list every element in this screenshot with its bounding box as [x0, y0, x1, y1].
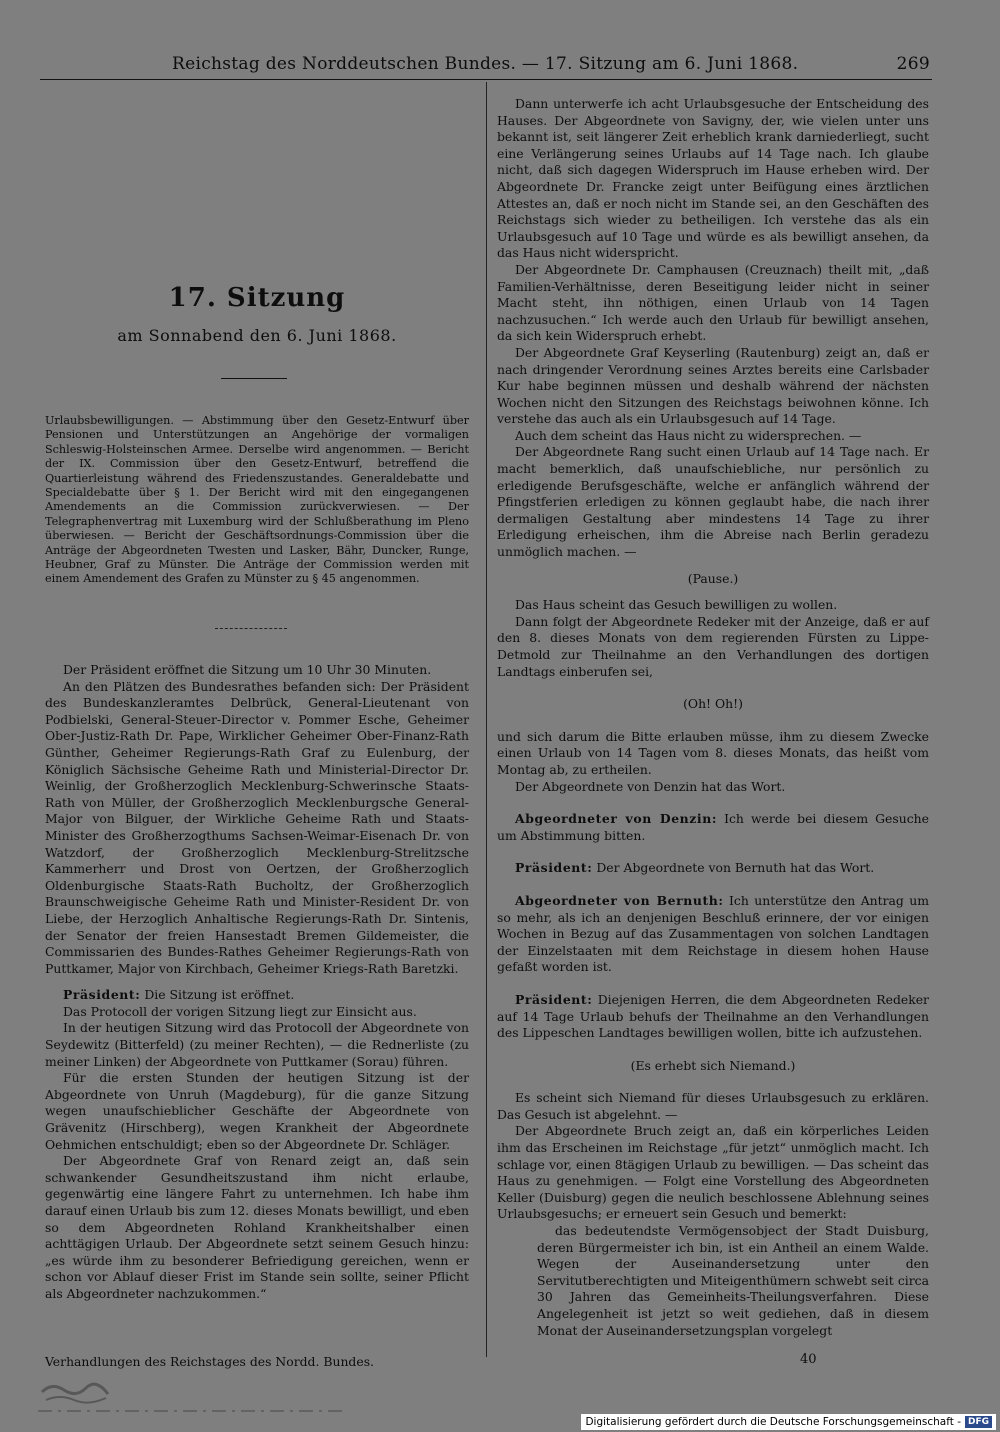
- paragraph: Der Präsident eröffnet die Sitzung um 10 Uhr 30 Minuten.: [63, 662, 432, 677]
- paragraph: Das Protocoll der vorigen Sitzung liegt zur Einsicht aus.: [63, 1003, 417, 1019]
- speaker-label: Präsident:: [515, 991, 593, 1007]
- paragraph: Der Abgeordnete Bruch zeigt an, daß ein körperliches Leiden ihm das Erscheinen im Reichstage „für jetzt“ unmöglich macht. Ich schlage vor, einen 8tägigen Urlaub zu bewilligen. — Das scheint das Haus zu genehmigen. — Folgt eine Vorstellung des Abgeordneten Keller (Duisburg) gegen die neulich beschlossene Ablehnung seines Urlaubsgesuchs; er erneuert sein Gesuch und bemerkt:: [497, 1123, 929, 1222]
- column-separator: [486, 82, 487, 1357]
- speech-text: Ich unterstütze den Antrag um so mehr, als ich an denjenigen Beschluß erinnere, der vor einigen Wochen in Bezug auf das Zusammentagen von solchen Landtagen der Einzelstaaten mit dem Reichstage in diesem hohen Hause gefaßt worden ist.: [497, 892, 929, 975]
- dfg-credit: [581, 1414, 996, 1430]
- paragraph: Der Abgeordnete Dr. Camphausen (Creuznach) theilt mit, „daß Familien-Verhältnisse, deren Beseitigung leider nicht in seiner Macht steht, ihn nöthigen, einen Urlaub von 14 Tagen nachzusuchen.“ Ich werde auch den Urlaub für bewilligt ansehen, da sich kein Widerspruch erhebt.: [497, 261, 929, 344]
- paragraph: In der heutigen Sitzung wird das Protocoll der Abgeordnete von Seydewitz (Bitterfeld) (zu meiner Rechten), — die Rednerliste (zu meiner Linken) der Abgeordnete von Puttkamer (Sorau) führen.: [45, 1020, 469, 1069]
- footer-source: Verhandlungen des Reichstages des Nordd. Bundes.: [45, 1354, 374, 1369]
- left-column: [45, 662, 469, 1303]
- title-rule: [221, 378, 287, 379]
- interjection: (Es erhebt sich Niemand.): [630, 1057, 796, 1073]
- quoted-letter: das bedeutendste Vermögensobject der Stadt Duisburg, deren Bürgermeister ich bin, ist ein Antheil an einem Walde. Wegen der Auseinandersetzung unter den Servitutberechtigten und Miteigenthümern schwebt seit circa 30 Jahren das Gemeinheits-Theilungsverfahren. Diese Angelegenheit ist jetzt so weit gediehen, daß in diesem Monat der Auseinandersetzungsplan vorgelegt: [537, 1223, 929, 1338]
- paragraph: Der Abgeordnete Graf Keyserling (Rautenburg) zeigt an, daß er nach dringender Verordnung seines Arztes bereits eine Carlsbader Kur habe beginnen müssen und deshalb während der nächsten Wochen nicht den Sitzungen des Reichstags beiwohnen könne. Ich verstehe das auch als ein Urlaubsgesuch auf 14 Tage.: [497, 344, 929, 427]
- scan-artifact: [38, 1406, 348, 1416]
- header-rule: [40, 79, 932, 80]
- running-header: [40, 54, 930, 76]
- paragraph: Das Haus scheint das Gesuch bewilligen zu wollen.: [515, 597, 838, 613]
- paragraph: Der Abgeordnete von Denzin hat das Wort.: [515, 778, 786, 794]
- paragraph: [497, 893, 929, 976]
- speech-text: Der Abgeordnete von Bernuth hat das Wort.: [596, 860, 875, 876]
- dfg-logo: DFG: [965, 1416, 992, 1428]
- dfg-credit-text: Digitalisierung gefördert durch die Deutsche Forschungsgemeinschaft -: [585, 1416, 961, 1428]
- paragraph: Dann unterwerfe ich acht Urlaubsgesuche der Entscheidung des Hauses. Der Abgeordnete von Savigny, der, wie vielen unter uns bekannt ist, seit längerer Zeit erheblich krank darniederliegt, sucht eine Verlängerung seines Urlaubs auf 14 Tage nach. Ich glaube nicht, daß sich dagegen Widerspruch im Hause erheben wird. Der Abgeordnete Dr. Francke zeigt unter Beifügung eines ärztlichen Attestes an, daß er noch nicht im Stande sei, an den Geschäften des Reichstags sich wieder zu betheiligen. Ich verstehe das als ein Urlaubsgesuch auf 10 Tage und würde es als bewilligt ansehen, da das Haus nicht widerspricht.: [497, 96, 929, 261]
- paragraph: Es scheint sich Niemand für dieses Urlaubsgesuch zu erklären. Das Gesuch ist abgelehnt. —: [497, 1090, 929, 1122]
- paragraph: [497, 811, 929, 844]
- speech-text: Ich werde bei diesem Gesuche um Abstimmung bitten.: [497, 811, 929, 843]
- interjection: (Oh! Oh!): [683, 696, 743, 712]
- paragraph: Dann folgt der Abgeordnete Redeker mit der Anzeige, daß er auf den 8. dieses Monats von dem regierenden Fürsten zu Lippe-Detmold zur Theilnahme an den Verhandlungen des dortigen Landtags einberufen sei,: [497, 613, 929, 679]
- speaker-label: Präsident:: [63, 987, 141, 1003]
- interjection: (Pause.): [687, 570, 739, 586]
- header-title: Reichstag des Norddeutschen Bundes. — 17. Sitzung am 6. Juni 1868.: [172, 54, 799, 74]
- session-title: 17. Sitzung: [168, 283, 346, 313]
- right-column: [497, 96, 929, 1339]
- paragraph: An den Plätzen des Bundesrathes befanden sich: Der Präsident des Bundeskanzleramtes Delbrück, General-Lieutenant von Podbielski, General-Steuer-Director v. Pommer Esche, Geheimer Ober-Justiz-Rath Dr. Pape, Wirklicher Geheimer Ober-Finanz-Rath Günther, Geheimer Regierungs-Rath Graf zu Eulenburg, der Königlich Sächsische Geheime Rath und Ministerial-Director Dr. Weinlig, der Großherzoglich Mecklenburg-Schwerinsche Staats-Rath von Müller, der Großherzoglich Mecklenburgsche General-Major von Bilguer, der Wirkliche Geheime Rath und Staats-Minister des Großherzogthums Sachsen-Weimar-Eisenach Dr. von Watzdorf, der Großherzoglich Mecklenburg-Strelitzsche Kammerherr und Drost von Oertzen, der Großherzoglich Oldenburgische Staats-Rath Bucholtz, der Großherzoglich Braunschweigische Geheime Rath und Minister-Resident Dr. von Liebe, der Herzoglich Anhaltische Regierungs-Rath Dr. Sintenis, der Senator der freien Hansestadt Bremen Gildemeister, die Commissarien des Bundes-Rathes Geheimer Regierungs-Rath von Puttkamer, Major von Kirchbach, Geheimer Kriegs-Rath Baretzki.: [45, 678, 469, 976]
- paragraph: Der Abgeordnete Rang sucht einen Urlaub auf 14 Tage nach. Er macht bemerklich, daß unaufschiebliche, nur persönlich zu erledigende Berufsgeschäfte, welche er anfänglich während der Pfingstferien erledigen zu können geglaubt habe, die nach ihrer dermaligen Gestaltung aber mindestens 14 Tage zu ihrer Erledigung erheischen, ihm die Abreise nach Berlin geradezu unmöglich machen. —: [497, 444, 929, 560]
- session-subtitle: am Sonnabend den 6. Juni 1868.: [117, 326, 397, 345]
- speaker-label: Abgeordneter von Bernuth:: [515, 892, 724, 908]
- page-number: 269: [896, 54, 930, 74]
- paragraph: Der Abgeordnete Graf von Renard zeigt an, daß sein schwankender Gesundheitszustand ihm nicht erlaube, gegenwärtig eine längere Fahrt zu unternehmen. Ich habe ihm darauf einen Urlaub bis zum 12. dieses Monats bewilligt, und eben so dem Abgeordneten Rohland Krankheitshalber einen achttägigen Urlaub. Der Abgeordnete setzt seinem Gesuch hinzu: „es würde ihm zu besonderer Befriedigung gereichen, wenn er schon vor Ablauf dieser Frist im Stande sein sollte, seiner Pflicht als Abgeordneter nachzukommen.“: [45, 1153, 469, 1301]
- paragraph: [497, 860, 929, 877]
- paragraph: [45, 987, 469, 1004]
- stamp-smudge: [40, 1378, 110, 1406]
- speaker-label: Abgeordneter von Denzin:: [515, 811, 718, 827]
- speech-text: Die Sitzung ist eröffnet.: [144, 987, 295, 1003]
- paragraph: Für die ersten Stunden der heutigen Sitzung ist der Abgeordnete von Unruh (Magdeburg), für die ganze Sitzung wegen unaufschieblicher Geschäfte der Abgeordnete von Grävenitz (Hirschberg), wegen Krankheit der Abgeordnete Oehmichen entschuldigt; eben so der Abgeordnete Dr. Schläger.: [45, 1070, 469, 1152]
- speaker-label: Präsident:: [515, 860, 593, 876]
- paragraph: Auch dem scheint das Haus nicht zu widersprechen. —: [515, 427, 862, 443]
- paragraph: [497, 992, 929, 1042]
- summary-divider: [215, 628, 287, 629]
- signature-mark: 40: [800, 1352, 817, 1367]
- paragraph: und sich darum die Bitte erlauben müsse, ihm zu diesem Zwecke einen Urlaub von 14 Tagen vom 8. dieses Monats, das heißt vom Montag ab, zu ertheilen.: [497, 728, 929, 777]
- speech-text: Diejenigen Herren, die dem Abgeordneten Redeker auf 14 Tage Urlaub behufs der Theilnahme an den Verhandlungen des Lippeschen Landtages bewilligen wollen, bitte ich aufzustehen.: [497, 991, 929, 1041]
- session-summary: Urlaubsbewilligungen. — Abstimmung über den Gesetz-Entwurf über Pensionen und Unterstützungen an Angehörige der vormaligen Schleswig-Holsteinschen Armee. Derselbe wird angenommen. — Bericht der IX. Commission über den Gesetz-Entwurf, betreffend die Quartierleistung während des Friedenszustandes. Generaldebatte und Specialdebatte über § 1. Der Bericht wird mit den eingegangenen Amendements an die Commission zurückverwiesen. — Der Telegraphenvertrag mit Luxemburg wird der Schlußberathung im Pleno überwiesen. — Bericht der Geschäftsordnungs-Commission über die Anträge der Abgeordneten Twesten und Lasker, Bähr, Duncker, Runge, Heubner, Graf zu Münster. Die Anträge der Commission werden mit einem Amendement des Grafen zu Münster zu § 45 angenommen.: [45, 414, 469, 586]
